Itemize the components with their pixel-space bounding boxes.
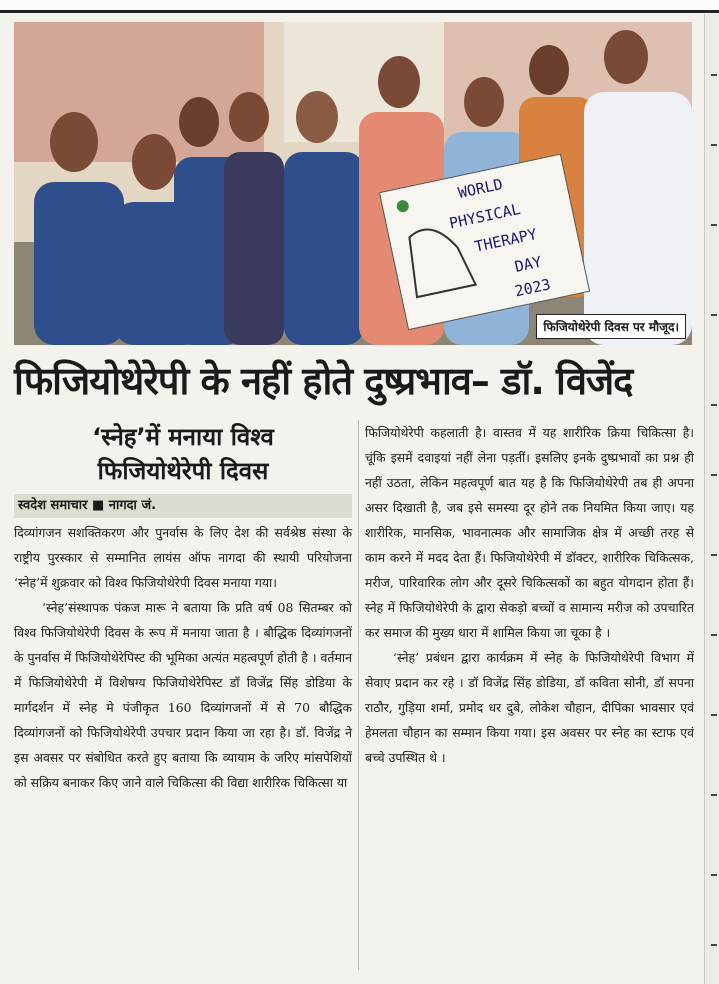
event-photo bbox=[14, 22, 692, 345]
headline: फिजियोथेरेपी के नहीं होते दुष्प्रभाव– डॉ. विजेंद bbox=[14, 359, 633, 403]
adjacent-column-strip bbox=[704, 14, 719, 984]
paragraph: ‘स्नेह’संस्थापक पंकज मारू ने बताया कि प्रति वर्ष 08 सितम्बर को विश्व फिजियोथेरेपी दिवस के रूप में मनाया जाता है । बौद्धिक दिव्यांगजनों के पुनर्वास में फिजियोथेरेपिस्ट की भूमिका अत्यंत महत्वपूर्ण होती है । वर्तमान में फिजियोथेरेपी में विशेषग्य फिजियोथेरेपिस्ट डॉ विजेंद्र सिंह डोडिया के मार्गदर्शन में स्नेह मे पंजीकृत 160 दिव्यांगजनों में से 70 बौद्धिक दिव्यांगजनों को फिजियोथेरेपी उपचार प्रदान किया जा रहा है। डॉ. विजेंद्र ने इस अवसर पर संबोधित करते हुए बताया कि व्यायाम के जरिए मांसपेशियों को सक्रिय बनाकर किए जाने वाले चिकित्सा की विद्या शारीरिक चिकित्सा या bbox=[14, 600, 352, 790]
paragraph: फिजियोथेरेपी कहलाती है। वास्तव में यह शारीरिक क्रिया चिकित्सा है। चूंकि इसमें दवाइयां नहीं लेना पड़तीं। इसलिए इनके दुष्प्रभावों का प्रश्न ही नहीं उठता, लेकिन महत्वपूर्ण बात यह है कि फिजियोथेरेपी तब ही अपना असर दिखाती है, जब इसे समस्या दूर होने तक नियमित किया जाए। यह शारीरिक, मानसिक, भावनात्मक और सामाजिक क्षेत्र में अच्छी तरह से काम करने में मदद देता हैं। फिजियोथेरेपी में डॉक्टर, शारीरिक चिकित्सक, मरीज, पारिवारिक लोग और दूसरे चिकित्सकों का बहुत योगदान होता हैं। स्नेह में फिजियोथेरेपी के द्वारा सेकड़ो बच्चों व सामान्य मरीज को उपचारित कर समाज की मुख्य धारा में शामिल किया जा चूका है । bbox=[365, 425, 694, 640]
photo-caption: फिजियोथेरेपी दिवस पर मौजूद। bbox=[536, 314, 686, 339]
poster-line-2: PHYSICAL bbox=[447, 199, 523, 233]
column-2 bbox=[365, 420, 694, 770]
column-divider bbox=[358, 420, 359, 970]
poster-line-5: 2023 bbox=[513, 275, 553, 301]
paragraph: दिव्यांगजन सशक्तिकरण और पुनर्वास के लिए देश की सर्वश्रेष्ठ संस्था के राष्ट्रीय पुरस्कार से सम्मानित लायंस ऑफ नागदा की स्थायी परियोजना ‘स्नेह’में शुक्रवार को विश्व फिजियोथेरेपी दिवस मनाया गया। bbox=[14, 525, 352, 590]
poster-line-4: DAY bbox=[513, 252, 544, 276]
page-top-rule bbox=[0, 0, 719, 13]
poster-text bbox=[14, 22, 692, 345]
byline: स्वदेश समाचार ■ नागदा जं. bbox=[14, 494, 352, 518]
paragraph: ‘स्नेह’ प्रबंधन द्वारा कार्यक्रम में स्नेह के फिजियोथेरेपी विभाग में सेवाए प्रदान कर रहे । डॉ विजेंद्र सिंह डोडिया, डॉ कविता सोनी, डॉ सपना राठौर, गुड़िया शर्मा, प्रमोद धर दुबे, लोकेश चौहान, दीपिका भावसार एवं हेमलता चौहान का सम्मान किया गया। इस अवसर पर स्नेह का स्टाफ एवं बच्चे उपस्थित थे । bbox=[365, 650, 694, 765]
poster-line-3: THERAPY bbox=[472, 225, 539, 256]
subheading bbox=[14, 420, 352, 488]
subheading-line-1: ‘स्नेह’में मनाया विश्व bbox=[92, 423, 274, 451]
subheading-line-2: फिजियोथेरेपी दिवस bbox=[97, 457, 269, 485]
column-1 bbox=[14, 420, 352, 795]
poster-line-1: WORLD bbox=[456, 175, 505, 203]
